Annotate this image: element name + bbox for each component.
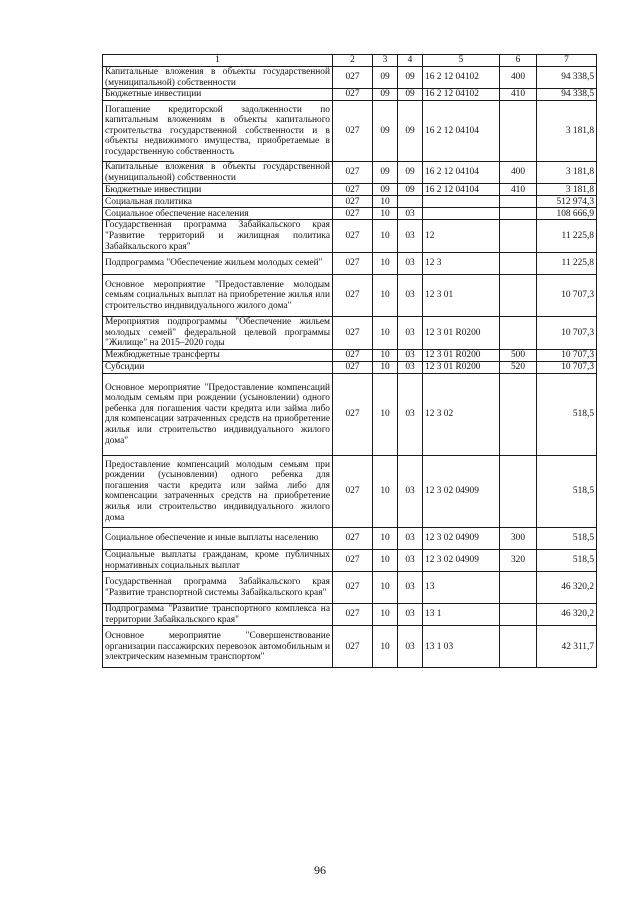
row-name-cell: Капитальные вложения в объекты государственной (муниципальной) собственности (103, 162, 333, 184)
row-target-article-cell: 13 1 03 (423, 626, 500, 668)
row-target-article-cell: 16 2 12 04102 (423, 89, 500, 101)
row-amount-cell: 108 666,9 (537, 208, 597, 220)
page-number: 96 (314, 863, 326, 877)
row-subsection-cell: 03 (398, 604, 423, 626)
column-header: 3 (373, 55, 398, 67)
row-target-article-cell: 12 3 02 04909 (423, 527, 500, 549)
row-subsection-cell: 09 (398, 101, 423, 162)
row-code-cell: 027 (333, 275, 373, 317)
row-amount-cell: 10 707,3 (537, 361, 597, 373)
row-code-cell: 027 (333, 196, 373, 208)
row-section-cell: 10 (373, 253, 398, 275)
row-target-article-cell: 16 2 12 04104 (423, 184, 500, 196)
row-name-cell: Мероприятия подпрограммы "Обеспечение жильем молодых семей" федеральной целевой программы "Жилище" на 2015–2020 годы (103, 317, 333, 350)
row-target-article-cell: 12 (423, 220, 500, 253)
table-row (103, 317, 597, 350)
row-expense-type-cell: 400 (500, 162, 537, 184)
table-body (103, 67, 597, 668)
row-subsection-cell (398, 196, 423, 208)
row-target-article-cell: 13 (423, 572, 500, 604)
row-name-cell: Подпрограмма "Развитие транспортного комплекса на территории Забайкальского края" (103, 604, 333, 626)
row-subsection-cell: 03 (398, 349, 423, 361)
row-subsection-cell: 09 (398, 162, 423, 184)
row-target-article-cell: 12 3 02 (423, 373, 500, 455)
row-subsection-cell: 03 (398, 549, 423, 571)
row-section-cell: 10 (373, 455, 398, 527)
row-subsection-cell: 03 (398, 317, 423, 350)
row-expense-type-cell (500, 101, 537, 162)
row-name-cell: Предоставление компенсаций молодым семьям при рождении (усыновлении) одного ребенка для погашения части кредита или займа либо для компенсации затраченных средств на приобретение жилья или строительство индивидуального жилого дома (103, 455, 333, 527)
row-expense-type-cell (500, 455, 537, 527)
row-name-cell: Подпрограмма "Обеспечение жильем молодых семей" (103, 253, 333, 275)
row-section-cell: 10 (373, 527, 398, 549)
row-code-cell: 027 (333, 220, 373, 253)
table-row (103, 184, 597, 196)
row-target-article-cell: 12 3 02 04909 (423, 549, 500, 571)
row-name-cell: Субсидии (103, 361, 333, 373)
row-expense-type-cell: 520 (500, 361, 537, 373)
row-code-cell: 027 (333, 67, 373, 89)
row-expense-type-cell (500, 572, 537, 604)
table-row (103, 253, 597, 275)
row-code-cell: 027 (333, 101, 373, 162)
row-amount-cell: 42 311,7 (537, 626, 597, 668)
row-code-cell: 027 (333, 317, 373, 350)
table-row (103, 349, 597, 361)
row-name-cell: Основное мероприятие "Совершенствование организации пассажирских перевозок автомобильным и электрическим наземным транспортом" (103, 626, 333, 668)
column-header: 7 (537, 55, 597, 67)
row-expense-type-cell (500, 317, 537, 350)
row-section-cell: 10 (373, 361, 398, 373)
row-code-cell: 027 (333, 184, 373, 196)
row-amount-cell: 518,5 (537, 455, 597, 527)
row-subsection-cell: 09 (398, 67, 423, 89)
row-code-cell: 027 (333, 572, 373, 604)
row-amount-cell: 512 974,3 (537, 196, 597, 208)
row-code-cell: 027 (333, 455, 373, 527)
row-expense-type-cell (500, 275, 537, 317)
row-section-cell: 09 (373, 89, 398, 101)
row-target-article-cell: 12 3 01 R0200 (423, 317, 500, 350)
row-section-cell: 10 (373, 220, 398, 253)
row-code-cell: 027 (333, 549, 373, 571)
row-section-cell: 10 (373, 349, 398, 361)
column-header: 6 (500, 55, 537, 67)
column-header: 5 (423, 55, 500, 67)
row-code-cell: 027 (333, 604, 373, 626)
row-code-cell: 027 (333, 349, 373, 361)
row-name-cell: Основное мероприятие "Предоставление компенсаций молодым семьям при рождении (усыновлении) одного ребенка для погашения части кредита или займа либо для компенсации затраченных средств на приобретение жилья или строительство индивидуального жилого дома" (103, 373, 333, 455)
row-amount-cell: 3 181,8 (537, 162, 597, 184)
row-subsection-cell: 03 (398, 626, 423, 668)
row-code-cell: 027 (333, 253, 373, 275)
row-code-cell: 027 (333, 89, 373, 101)
table-header-row (103, 55, 597, 67)
row-amount-cell: 3 181,8 (537, 184, 597, 196)
row-section-cell: 10 (373, 604, 398, 626)
table-row (103, 196, 597, 208)
row-amount-cell: 518,5 (537, 527, 597, 549)
row-code-cell: 027 (333, 208, 373, 220)
row-name-cell: Социальное обеспечение и иные выплаты населению (103, 527, 333, 549)
row-subsection-cell: 03 (398, 527, 423, 549)
row-subsection-cell: 03 (398, 373, 423, 455)
row-expense-type-cell (500, 220, 537, 253)
row-code-cell: 027 (333, 626, 373, 668)
row-subsection-cell: 03 (398, 455, 423, 527)
row-target-article-cell: 12 3 01 R0200 (423, 349, 500, 361)
row-code-cell: 027 (333, 527, 373, 549)
row-section-cell: 10 (373, 317, 398, 350)
row-amount-cell: 94 338,5 (537, 67, 597, 89)
column-header: 1 (103, 55, 333, 67)
row-expense-type-cell (500, 604, 537, 626)
row-amount-cell: 3 181,8 (537, 101, 597, 162)
row-name-cell: Государственная программа Забайкальского края "Развитие транспортной системы Забайкальского края" (103, 572, 333, 604)
row-section-cell: 10 (373, 373, 398, 455)
row-expense-type-cell: 410 (500, 184, 537, 196)
row-expense-type-cell: 410 (500, 89, 537, 101)
table-row (103, 208, 597, 220)
row-subsection-cell: 03 (398, 275, 423, 317)
row-code-cell: 027 (333, 361, 373, 373)
row-subsection-cell: 03 (398, 208, 423, 220)
row-expense-type-cell: 300 (500, 527, 537, 549)
row-name-cell: Социальное обеспечение населения (103, 208, 333, 220)
table-row (103, 101, 597, 162)
row-target-article-cell: 13 1 (423, 604, 500, 626)
row-name-cell: Социальная политика (103, 196, 333, 208)
row-expense-type-cell: 400 (500, 67, 537, 89)
table-row (103, 220, 597, 253)
row-section-cell: 10 (373, 572, 398, 604)
table-row (103, 67, 597, 89)
row-amount-cell: 11 225,8 (537, 253, 597, 275)
row-expense-type-cell: 320 (500, 549, 537, 571)
column-header: 2 (333, 55, 373, 67)
row-name-cell: Основное мероприятие "Предоставление молодым семьям социальных выплат на приобретение жилья или строительство индивидуального жилого дома" (103, 275, 333, 317)
row-name-cell: Погашение кредиторской задолженности по капитальным вложениям в объекты капитального строительства государственной собственности и в объекты недвижимого имущества, приобретаемые в государственную собственность (103, 101, 333, 162)
row-section-cell: 10 (373, 549, 398, 571)
table-row (103, 89, 597, 101)
row-amount-cell: 518,5 (537, 373, 597, 455)
table-row (103, 361, 597, 373)
row-expense-type-cell (500, 253, 537, 275)
row-name-cell: Социальные выплаты гражданам, кроме публичных нормативных социальных выплат (103, 549, 333, 571)
row-amount-cell: 46 320,2 (537, 604, 597, 626)
row-section-cell: 09 (373, 184, 398, 196)
row-section-cell: 10 (373, 626, 398, 668)
row-amount-cell: 94 338,5 (537, 89, 597, 101)
row-code-cell: 027 (333, 373, 373, 455)
row-name-cell: Капитальные вложения в объекты государственной (муниципальной) собственности (103, 67, 333, 89)
row-target-article-cell: 12 3 01 (423, 275, 500, 317)
table-row (103, 626, 597, 668)
row-target-article-cell: 12 3 01 R0200 (423, 361, 500, 373)
row-expense-type-cell (500, 208, 537, 220)
row-amount-cell: 10 707,3 (537, 349, 597, 361)
row-amount-cell: 10 707,3 (537, 317, 597, 350)
table-row (103, 604, 597, 626)
row-name-cell: Бюджетные инвестиции (103, 89, 333, 101)
row-section-cell: 09 (373, 162, 398, 184)
row-name-cell: Бюджетные инвестиции (103, 184, 333, 196)
row-section-cell: 09 (373, 67, 398, 89)
row-subsection-cell: 03 (398, 253, 423, 275)
row-name-cell: Межбюджетные трансферты (103, 349, 333, 361)
row-subsection-cell: 03 (398, 220, 423, 253)
table-row (103, 527, 597, 549)
row-subsection-cell: 03 (398, 361, 423, 373)
table-row (103, 373, 597, 455)
row-section-cell: 10 (373, 208, 398, 220)
row-amount-cell: 11 225,8 (537, 220, 597, 253)
row-amount-cell: 518,5 (537, 549, 597, 571)
table-row (103, 455, 597, 527)
row-target-article-cell: 16 2 12 04104 (423, 162, 500, 184)
row-expense-type-cell: 500 (500, 349, 537, 361)
row-target-article-cell: 16 2 12 04102 (423, 67, 500, 89)
row-target-article-cell (423, 196, 500, 208)
row-expense-type-cell (500, 626, 537, 668)
row-target-article-cell (423, 208, 500, 220)
budget-table (102, 54, 597, 668)
row-target-article-cell: 16 2 12 04104 (423, 101, 500, 162)
row-subsection-cell: 03 (398, 572, 423, 604)
table-row (103, 572, 597, 604)
row-expense-type-cell (500, 196, 537, 208)
row-amount-cell: 46 320,2 (537, 572, 597, 604)
row-section-cell: 09 (373, 101, 398, 162)
row-target-article-cell: 12 3 02 04909 (423, 455, 500, 527)
row-section-cell: 10 (373, 196, 398, 208)
row-amount-cell: 10 707,3 (537, 275, 597, 317)
table-row (103, 549, 597, 571)
row-target-article-cell: 12 3 (423, 253, 500, 275)
row-code-cell: 027 (333, 162, 373, 184)
column-header: 4 (398, 55, 423, 67)
row-name-cell: Государственная программа Забайкальского края "Развитие территорий и жилищная политика Забайкальского края" (103, 220, 333, 253)
row-section-cell: 10 (373, 275, 398, 317)
table-row (103, 162, 597, 184)
row-expense-type-cell (500, 373, 537, 455)
table-row (103, 275, 597, 317)
row-subsection-cell: 09 (398, 89, 423, 101)
row-subsection-cell: 09 (398, 184, 423, 196)
